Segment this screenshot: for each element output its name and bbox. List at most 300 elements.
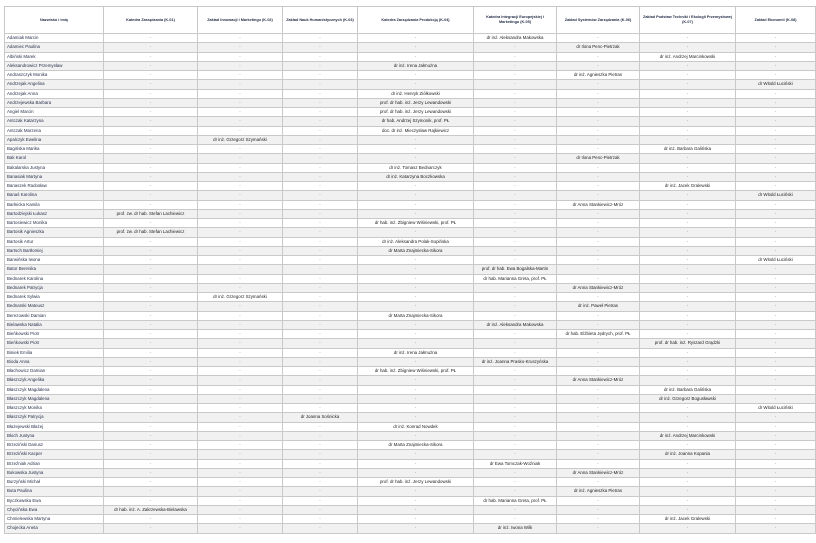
supervisor-cell[interactable]: - — [283, 450, 358, 459]
supervisor-cell[interactable]: - — [736, 219, 816, 228]
supervisor-cell[interactable]: - — [283, 348, 358, 357]
supervisor-cell[interactable]: - — [557, 385, 640, 394]
supervisor-cell[interactable]: - — [104, 330, 198, 339]
supervisor-cell[interactable]: - — [358, 330, 474, 339]
supervisor-cell[interactable]: - — [640, 330, 736, 339]
supervisor-cell[interactable]: - — [283, 404, 358, 413]
supervisor-cell[interactable]: - — [640, 367, 736, 376]
student-name-cell[interactable]: Brzeziński Kacper — [5, 450, 104, 459]
supervisor-cell[interactable]: - — [474, 154, 557, 163]
supervisor-cell[interactable]: - — [104, 524, 198, 533]
supervisor-cell[interactable]: - — [557, 34, 640, 43]
supervisor-cell[interactable]: - — [198, 413, 283, 422]
supervisor-cell[interactable]: - — [198, 43, 283, 52]
supervisor-cell[interactable]: - — [283, 61, 358, 70]
supervisor-cell[interactable]: prof. dr hab. inż. Jerzy Lewandowski — [358, 108, 474, 117]
supervisor-cell[interactable]: - — [736, 487, 816, 496]
supervisor-cell[interactable]: - — [358, 413, 474, 422]
supervisor-cell[interactable]: - — [474, 404, 557, 413]
supervisor-cell[interactable]: - — [640, 200, 736, 209]
supervisor-cell[interactable]: - — [283, 524, 358, 533]
supervisor-cell[interactable]: - — [557, 135, 640, 144]
supervisor-cell[interactable]: - — [104, 376, 198, 385]
supervisor-cell[interactable]: dr inż. Grzegorz Szymański — [198, 293, 283, 302]
supervisor-cell[interactable]: - — [640, 496, 736, 505]
supervisor-cell[interactable]: - — [640, 468, 736, 477]
supervisor-cell[interactable]: - — [640, 237, 736, 246]
student-name-cell[interactable]: Błachowicz Damian — [5, 367, 104, 376]
student-name-cell[interactable]: Adamiak Marcin — [5, 34, 104, 43]
supervisor-cell[interactable]: - — [557, 209, 640, 218]
supervisor-cell[interactable]: - — [474, 431, 557, 440]
supervisor-cell[interactable]: dr inż. Joanna Kopania — [640, 450, 736, 459]
supervisor-cell[interactable]: - — [104, 311, 198, 320]
supervisor-cell[interactable]: - — [283, 431, 358, 440]
supervisor-cell[interactable]: - — [104, 145, 198, 154]
supervisor-cell[interactable]: - — [104, 274, 198, 283]
student-name-cell[interactable]: Bagińska Marika — [5, 145, 104, 154]
supervisor-cell[interactable]: dr inż. Irena Jałmużna — [358, 61, 474, 70]
supervisor-cell[interactable]: - — [198, 209, 283, 218]
supervisor-cell[interactable]: doc. dr inż. Mieczysław Rajkiewicz — [358, 126, 474, 135]
supervisor-cell[interactable]: - — [358, 450, 474, 459]
supervisor-cell[interactable]: - — [640, 209, 736, 218]
supervisor-cell[interactable]: - — [358, 524, 474, 533]
supervisor-cell[interactable]: - — [104, 89, 198, 98]
supervisor-cell[interactable]: dr Ilona Penc-Pietrzak — [557, 154, 640, 163]
supervisor-cell[interactable]: - — [474, 52, 557, 61]
supervisor-cell[interactable]: - — [557, 98, 640, 107]
supervisor-cell[interactable]: - — [474, 209, 557, 218]
supervisor-cell[interactable]: - — [474, 367, 557, 376]
supervisor-cell[interactable]: - — [358, 200, 474, 209]
supervisor-cell[interactable]: - — [736, 237, 816, 246]
supervisor-cell[interactable]: - — [198, 376, 283, 385]
student-name-cell[interactable]: Bator Berenika — [5, 265, 104, 274]
student-name-cell[interactable]: Burzyński Michał — [5, 478, 104, 487]
student-name-cell[interactable]: Chęcińska Ewa — [5, 505, 104, 514]
supervisor-cell[interactable]: - — [640, 135, 736, 144]
supervisor-cell[interactable]: - — [358, 135, 474, 144]
student-name-cell[interactable]: Byczkowska Ewa — [5, 496, 104, 505]
supervisor-cell[interactable]: - — [557, 172, 640, 181]
supervisor-cell[interactable]: - — [474, 376, 557, 385]
supervisor-cell[interactable]: - — [104, 394, 198, 403]
supervisor-cell[interactable]: - — [557, 293, 640, 302]
supervisor-cell[interactable]: - — [283, 357, 358, 366]
supervisor-cell[interactable]: - — [104, 468, 198, 477]
supervisor-cell[interactable]: dr inż. Paweł Pietras — [557, 302, 640, 311]
supervisor-cell[interactable]: - — [104, 52, 198, 61]
supervisor-cell[interactable]: - — [198, 80, 283, 89]
student-name-cell[interactable]: Bielawska Natalia — [5, 320, 104, 329]
supervisor-cell[interactable]: - — [640, 219, 736, 228]
supervisor-cell[interactable]: dr inż. Konrad Nowdek — [358, 422, 474, 431]
supervisor-cell[interactable]: - — [283, 182, 358, 191]
student-name-cell[interactable]: Bednarek Patrycja — [5, 283, 104, 292]
supervisor-cell[interactable]: - — [198, 246, 283, 255]
supervisor-cell[interactable]: - — [640, 228, 736, 237]
student-name-cell[interactable]: Angiel Marcin — [5, 108, 104, 117]
supervisor-cell[interactable]: - — [736, 394, 816, 403]
supervisor-cell[interactable]: - — [474, 487, 557, 496]
supervisor-cell[interactable]: - — [474, 293, 557, 302]
supervisor-cell[interactable]: - — [557, 191, 640, 200]
supervisor-cell[interactable]: - — [283, 71, 358, 80]
supervisor-cell[interactable]: - — [283, 117, 358, 126]
student-name-cell[interactable]: Błaszczyk Patrycja — [5, 413, 104, 422]
supervisor-cell[interactable]: - — [358, 43, 474, 52]
supervisor-cell[interactable]: - — [557, 126, 640, 135]
supervisor-cell[interactable]: - — [283, 487, 358, 496]
supervisor-cell[interactable]: - — [358, 431, 474, 440]
supervisor-cell[interactable]: dr Ewa Tomczak-Woźniak — [474, 459, 557, 468]
supervisor-cell[interactable]: dr Ilona Penc-Pietrzak — [557, 43, 640, 52]
supervisor-cell[interactable]: - — [198, 191, 283, 200]
supervisor-cell[interactable]: dr Anna Stankiewicz-Mróz — [557, 283, 640, 292]
supervisor-cell[interactable]: - — [104, 172, 198, 181]
supervisor-cell[interactable]: - — [358, 376, 474, 385]
supervisor-cell[interactable]: - — [283, 256, 358, 265]
supervisor-cell[interactable]: - — [283, 43, 358, 52]
supervisor-cell[interactable]: - — [474, 330, 557, 339]
supervisor-cell[interactable]: - — [198, 348, 283, 357]
supervisor-cell[interactable]: - — [283, 34, 358, 43]
supervisor-cell[interactable]: dr hab. inż. Zbigniew Wiśniewski, prof. PŁ — [358, 219, 474, 228]
supervisor-cell[interactable]: - — [104, 265, 198, 274]
supervisor-cell[interactable]: dr inż. Irena Jałmużna — [358, 348, 474, 357]
supervisor-cell[interactable]: - — [474, 478, 557, 487]
supervisor-cell[interactable]: - — [736, 311, 816, 320]
supervisor-cell[interactable]: - — [736, 431, 816, 440]
supervisor-cell[interactable]: dr inż. Aleksandra Makowska — [474, 320, 557, 329]
supervisor-cell[interactable]: - — [198, 459, 283, 468]
column-header[interactable]: Zakład Systemów Zarządzania (K-06) — [557, 7, 640, 34]
student-name-cell[interactable]: Andraszczyk Monika — [5, 71, 104, 80]
supervisor-cell[interactable]: - — [736, 34, 816, 43]
supervisor-cell[interactable]: - — [358, 265, 474, 274]
supervisor-cell[interactable]: dr Marta Znajmiecka-Sikora — [358, 246, 474, 255]
supervisor-cell[interactable]: - — [557, 505, 640, 514]
supervisor-cell[interactable]: - — [557, 524, 640, 533]
student-name-cell[interactable]: Buta Paulina — [5, 487, 104, 496]
supervisor-cell[interactable]: - — [104, 163, 198, 172]
supervisor-cell[interactable]: - — [474, 256, 557, 265]
supervisor-cell[interactable]: - — [104, 385, 198, 394]
supervisor-cell[interactable]: - — [640, 126, 736, 135]
supervisor-cell[interactable]: - — [557, 357, 640, 366]
supervisor-cell[interactable]: - — [104, 302, 198, 311]
supervisor-cell[interactable]: - — [358, 487, 474, 496]
student-name-cell[interactable]: Banaszek Radosław — [5, 182, 104, 191]
supervisor-cell[interactable]: dr hab. Marianna Greta, prof. PŁ — [474, 496, 557, 505]
student-name-cell[interactable]: Błaszczyk Magdalena — [5, 385, 104, 394]
column-header[interactable]: Zakład Podstaw Techniki i Ekologii Przemysłowej (K-07) — [640, 7, 736, 34]
supervisor-cell[interactable]: - — [358, 228, 474, 237]
supervisor-cell[interactable]: - — [640, 34, 736, 43]
student-name-cell[interactable]: Banaś Karolina — [5, 191, 104, 200]
supervisor-cell[interactable]: - — [104, 515, 198, 524]
supervisor-cell[interactable]: - — [736, 117, 816, 126]
student-name-cell[interactable]: Bednarski Mateusz — [5, 302, 104, 311]
supervisor-cell[interactable]: prof. dr hab. Ewa Bogalska-Martin — [474, 265, 557, 274]
supervisor-cell[interactable]: - — [283, 163, 358, 172]
supervisor-cell[interactable]: - — [474, 219, 557, 228]
supervisor-cell[interactable]: - — [557, 145, 640, 154]
supervisor-cell[interactable]: - — [198, 219, 283, 228]
supervisor-cell[interactable]: - — [640, 265, 736, 274]
supervisor-cell[interactable]: - — [736, 52, 816, 61]
column-header[interactable]: Katedra Zarządzania Produkcją (K-04) — [358, 7, 474, 34]
supervisor-cell[interactable]: - — [198, 320, 283, 329]
supervisor-cell[interactable]: dr hab. inż. Zbigniew Wiśniewski, prof. PŁ — [358, 367, 474, 376]
student-name-cell[interactable]: Brzeźniak Adrian — [5, 459, 104, 468]
supervisor-cell[interactable]: - — [198, 394, 283, 403]
supervisor-cell[interactable]: - — [557, 311, 640, 320]
supervisor-cell[interactable]: - — [283, 209, 358, 218]
supervisor-cell[interactable]: - — [198, 515, 283, 524]
supervisor-cell[interactable]: - — [198, 237, 283, 246]
supervisor-cell[interactable]: - — [283, 52, 358, 61]
supervisor-cell[interactable]: dr inż. Agnieszka Pietras — [557, 487, 640, 496]
supervisor-cell[interactable]: - — [104, 61, 198, 70]
supervisor-cell[interactable]: - — [736, 293, 816, 302]
supervisor-cell[interactable]: - — [640, 163, 736, 172]
supervisor-cell[interactable]: - — [198, 89, 283, 98]
supervisor-cell[interactable]: - — [104, 135, 198, 144]
supervisor-cell[interactable]: - — [736, 154, 816, 163]
supervisor-cell[interactable]: - — [198, 339, 283, 348]
supervisor-cell[interactable]: - — [358, 404, 474, 413]
supervisor-cell[interactable]: - — [557, 450, 640, 459]
supervisor-cell[interactable]: - — [104, 191, 198, 200]
supervisor-cell[interactable]: - — [358, 182, 474, 191]
student-name-cell[interactable]: Biniek Emilia — [5, 348, 104, 357]
supervisor-cell[interactable]: - — [474, 98, 557, 107]
supervisor-cell[interactable]: - — [474, 413, 557, 422]
supervisor-cell[interactable]: - — [104, 320, 198, 329]
supervisor-cell[interactable]: - — [198, 302, 283, 311]
supervisor-cell[interactable]: - — [104, 126, 198, 135]
supervisor-cell[interactable]: - — [640, 293, 736, 302]
supervisor-cell[interactable]: dr inż. Grzegorz Bogusławski — [640, 394, 736, 403]
supervisor-cell[interactable]: - — [557, 339, 640, 348]
student-name-cell[interactable]: Bak Karol — [5, 154, 104, 163]
supervisor-cell[interactable]: dr inż. Tomasz Bednarczyk — [358, 163, 474, 172]
supervisor-cell[interactable]: - — [283, 98, 358, 107]
column-header[interactable]: Zakład Innowacji i Marketingu (K-02) — [198, 7, 283, 34]
supervisor-cell[interactable]: - — [557, 496, 640, 505]
supervisor-cell[interactable]: - — [358, 256, 474, 265]
supervisor-cell[interactable]: - — [640, 274, 736, 283]
supervisor-cell[interactable]: - — [283, 228, 358, 237]
supervisor-cell[interactable]: - — [358, 515, 474, 524]
supervisor-cell[interactable]: - — [736, 357, 816, 366]
student-name-cell[interactable]: Bioda Anna — [5, 357, 104, 366]
supervisor-cell[interactable]: - — [557, 52, 640, 61]
supervisor-cell[interactable]: - — [736, 228, 816, 237]
supervisor-cell[interactable]: - — [104, 237, 198, 246]
supervisor-cell[interactable]: - — [557, 265, 640, 274]
supervisor-cell[interactable]: - — [557, 163, 640, 172]
supervisor-cell[interactable]: - — [198, 172, 283, 181]
supervisor-cell[interactable]: - — [358, 496, 474, 505]
supervisor-cell[interactable]: - — [736, 172, 816, 181]
supervisor-cell[interactable]: - — [283, 478, 358, 487]
supervisor-cell[interactable]: - — [283, 339, 358, 348]
student-name-cell[interactable]: Bednarek Karolina — [5, 274, 104, 283]
student-name-cell[interactable]: Barłnicka Kamila — [5, 200, 104, 209]
student-name-cell[interactable]: Bednarek Sylwia — [5, 293, 104, 302]
supervisor-cell[interactable]: - — [640, 311, 736, 320]
supervisor-cell[interactable]: - — [104, 283, 198, 292]
supervisor-cell[interactable]: - — [198, 34, 283, 43]
supervisor-cell[interactable]: dr Witold Łuciński — [736, 404, 816, 413]
supervisor-cell[interactable]: dr Marta Znajmiecka-Sikora — [358, 441, 474, 450]
supervisor-cell[interactable]: - — [283, 422, 358, 431]
supervisor-cell[interactable]: - — [736, 496, 816, 505]
column-header[interactable]: Katedra Integracji Europejskiej i Marketingu (K-05) — [474, 7, 557, 34]
supervisor-cell[interactable]: - — [198, 431, 283, 440]
supervisor-cell[interactable]: - — [283, 237, 358, 246]
supervisor-cell[interactable]: - — [104, 357, 198, 366]
supervisor-cell[interactable]: - — [640, 191, 736, 200]
supervisor-cell[interactable]: - — [104, 108, 198, 117]
student-name-cell[interactable]: Berezowski Damian — [5, 311, 104, 320]
supervisor-cell[interactable]: - — [474, 126, 557, 135]
student-name-cell[interactable]: Bukowska Justyna — [5, 468, 104, 477]
student-name-cell[interactable]: Barwińska Iwona — [5, 256, 104, 265]
supervisor-cell[interactable]: dr inż. Aleksandra Makowska — [474, 34, 557, 43]
supervisor-cell[interactable]: - — [557, 117, 640, 126]
supervisor-cell[interactable]: - — [283, 108, 358, 117]
supervisor-cell[interactable]: - — [198, 228, 283, 237]
supervisor-cell[interactable]: - — [557, 320, 640, 329]
supervisor-cell[interactable]: - — [198, 311, 283, 320]
supervisor-cell[interactable]: - — [198, 487, 283, 496]
supervisor-cell[interactable]: - — [736, 265, 816, 274]
supervisor-cell[interactable]: - — [736, 200, 816, 209]
supervisor-cell[interactable]: - — [474, 339, 557, 348]
supervisor-cell[interactable]: - — [640, 524, 736, 533]
supervisor-cell[interactable]: - — [557, 237, 640, 246]
supervisor-cell[interactable]: - — [198, 450, 283, 459]
column-header[interactable]: Katedra Zarządzania (K-01) — [104, 7, 198, 34]
supervisor-cell[interactable]: - — [640, 487, 736, 496]
supervisor-cell[interactable]: dr inż. Barbara Galińska — [640, 385, 736, 394]
supervisor-cell[interactable]: - — [198, 154, 283, 163]
supervisor-cell[interactable]: - — [358, 468, 474, 477]
supervisor-cell[interactable]: dr inż. Grzegorz Szymański — [198, 135, 283, 144]
supervisor-cell[interactable]: - — [474, 191, 557, 200]
supervisor-cell[interactable]: - — [283, 283, 358, 292]
supervisor-cell[interactable]: - — [557, 404, 640, 413]
supervisor-cell[interactable]: - — [640, 71, 736, 80]
supervisor-cell[interactable]: - — [198, 404, 283, 413]
supervisor-cell[interactable]: - — [736, 348, 816, 357]
column-header[interactable]: Nazwisko i imię — [5, 7, 104, 34]
supervisor-cell[interactable]: - — [736, 505, 816, 514]
supervisor-cell[interactable]: - — [640, 376, 736, 385]
supervisor-cell[interactable]: - — [474, 422, 557, 431]
student-name-cell[interactable]: Błaszczyk Magdalena — [5, 394, 104, 403]
supervisor-cell[interactable]: - — [104, 34, 198, 43]
supervisor-cell[interactable]: - — [198, 385, 283, 394]
supervisor-cell[interactable]: dr inż. Henryk Ziółkowski — [358, 89, 474, 98]
supervisor-cell[interactable]: - — [736, 459, 816, 468]
supervisor-cell[interactable]: dr inż. Aleksandra Polak-Sopińska — [358, 237, 474, 246]
supervisor-cell[interactable]: - — [640, 404, 736, 413]
supervisor-cell[interactable]: - — [557, 246, 640, 255]
supervisor-cell[interactable]: - — [198, 117, 283, 126]
supervisor-cell[interactable]: - — [474, 89, 557, 98]
student-name-cell[interactable]: Bartodziejski Łukasz — [5, 209, 104, 218]
supervisor-cell[interactable]: - — [283, 385, 358, 394]
supervisor-cell[interactable]: - — [736, 209, 816, 218]
supervisor-cell[interactable]: - — [640, 320, 736, 329]
supervisor-cell[interactable]: - — [557, 274, 640, 283]
supervisor-cell[interactable]: - — [283, 200, 358, 209]
supervisor-cell[interactable]: dr Joanna Sośnicka — [283, 413, 358, 422]
supervisor-cell[interactable]: - — [736, 283, 816, 292]
supervisor-cell[interactable]: - — [640, 61, 736, 70]
supervisor-cell[interactable]: - — [640, 256, 736, 265]
supervisor-cell[interactable]: - — [736, 441, 816, 450]
student-name-cell[interactable]: Bakalarska Justyna — [5, 163, 104, 172]
supervisor-cell[interactable]: - — [104, 487, 198, 496]
supervisor-cell[interactable]: - — [283, 274, 358, 283]
supervisor-cell[interactable]: - — [736, 302, 816, 311]
supervisor-cell[interactable]: - — [736, 43, 816, 52]
supervisor-cell[interactable]: - — [358, 274, 474, 283]
supervisor-cell[interactable]: - — [474, 182, 557, 191]
supervisor-cell[interactable]: - — [104, 98, 198, 107]
supervisor-cell[interactable]: dr inż. Iwona Wilk — [474, 524, 557, 533]
supervisor-cell[interactable]: - — [358, 459, 474, 468]
supervisor-cell[interactable]: - — [736, 98, 816, 107]
supervisor-cell[interactable]: - — [474, 311, 557, 320]
supervisor-cell[interactable]: - — [474, 172, 557, 181]
supervisor-cell[interactable]: - — [283, 367, 358, 376]
supervisor-cell[interactable]: - — [474, 108, 557, 117]
supervisor-cell[interactable]: - — [640, 357, 736, 366]
supervisor-cell[interactable]: - — [640, 283, 736, 292]
supervisor-cell[interactable]: - — [283, 330, 358, 339]
student-name-cell[interactable]: Apalczyk Ewelina — [5, 135, 104, 144]
supervisor-cell[interactable]: - — [358, 339, 474, 348]
supervisor-cell[interactable]: - — [198, 422, 283, 431]
supervisor-cell[interactable]: - — [198, 367, 283, 376]
supervisor-cell[interactable]: - — [736, 450, 816, 459]
supervisor-cell[interactable]: - — [640, 302, 736, 311]
supervisor-cell[interactable]: - — [198, 61, 283, 70]
supervisor-cell[interactable]: - — [474, 61, 557, 70]
supervisor-cell[interactable]: dr inż. Katarzyna Boczkowska — [358, 172, 474, 181]
supervisor-cell[interactable]: - — [474, 505, 557, 514]
supervisor-cell[interactable]: dr Witold Łuciński — [736, 256, 816, 265]
supervisor-cell[interactable]: - — [474, 283, 557, 292]
supervisor-cell[interactable]: - — [640, 422, 736, 431]
student-name-cell[interactable]: Błaszczyk Angelika — [5, 376, 104, 385]
supervisor-cell[interactable]: - — [104, 496, 198, 505]
supervisor-cell[interactable]: - — [474, 385, 557, 394]
supervisor-cell[interactable]: - — [474, 80, 557, 89]
supervisor-cell[interactable]: - — [104, 182, 198, 191]
supervisor-cell[interactable]: - — [198, 52, 283, 61]
supervisor-cell[interactable]: - — [198, 478, 283, 487]
supervisor-cell[interactable]: - — [104, 256, 198, 265]
supervisor-cell[interactable]: - — [283, 320, 358, 329]
